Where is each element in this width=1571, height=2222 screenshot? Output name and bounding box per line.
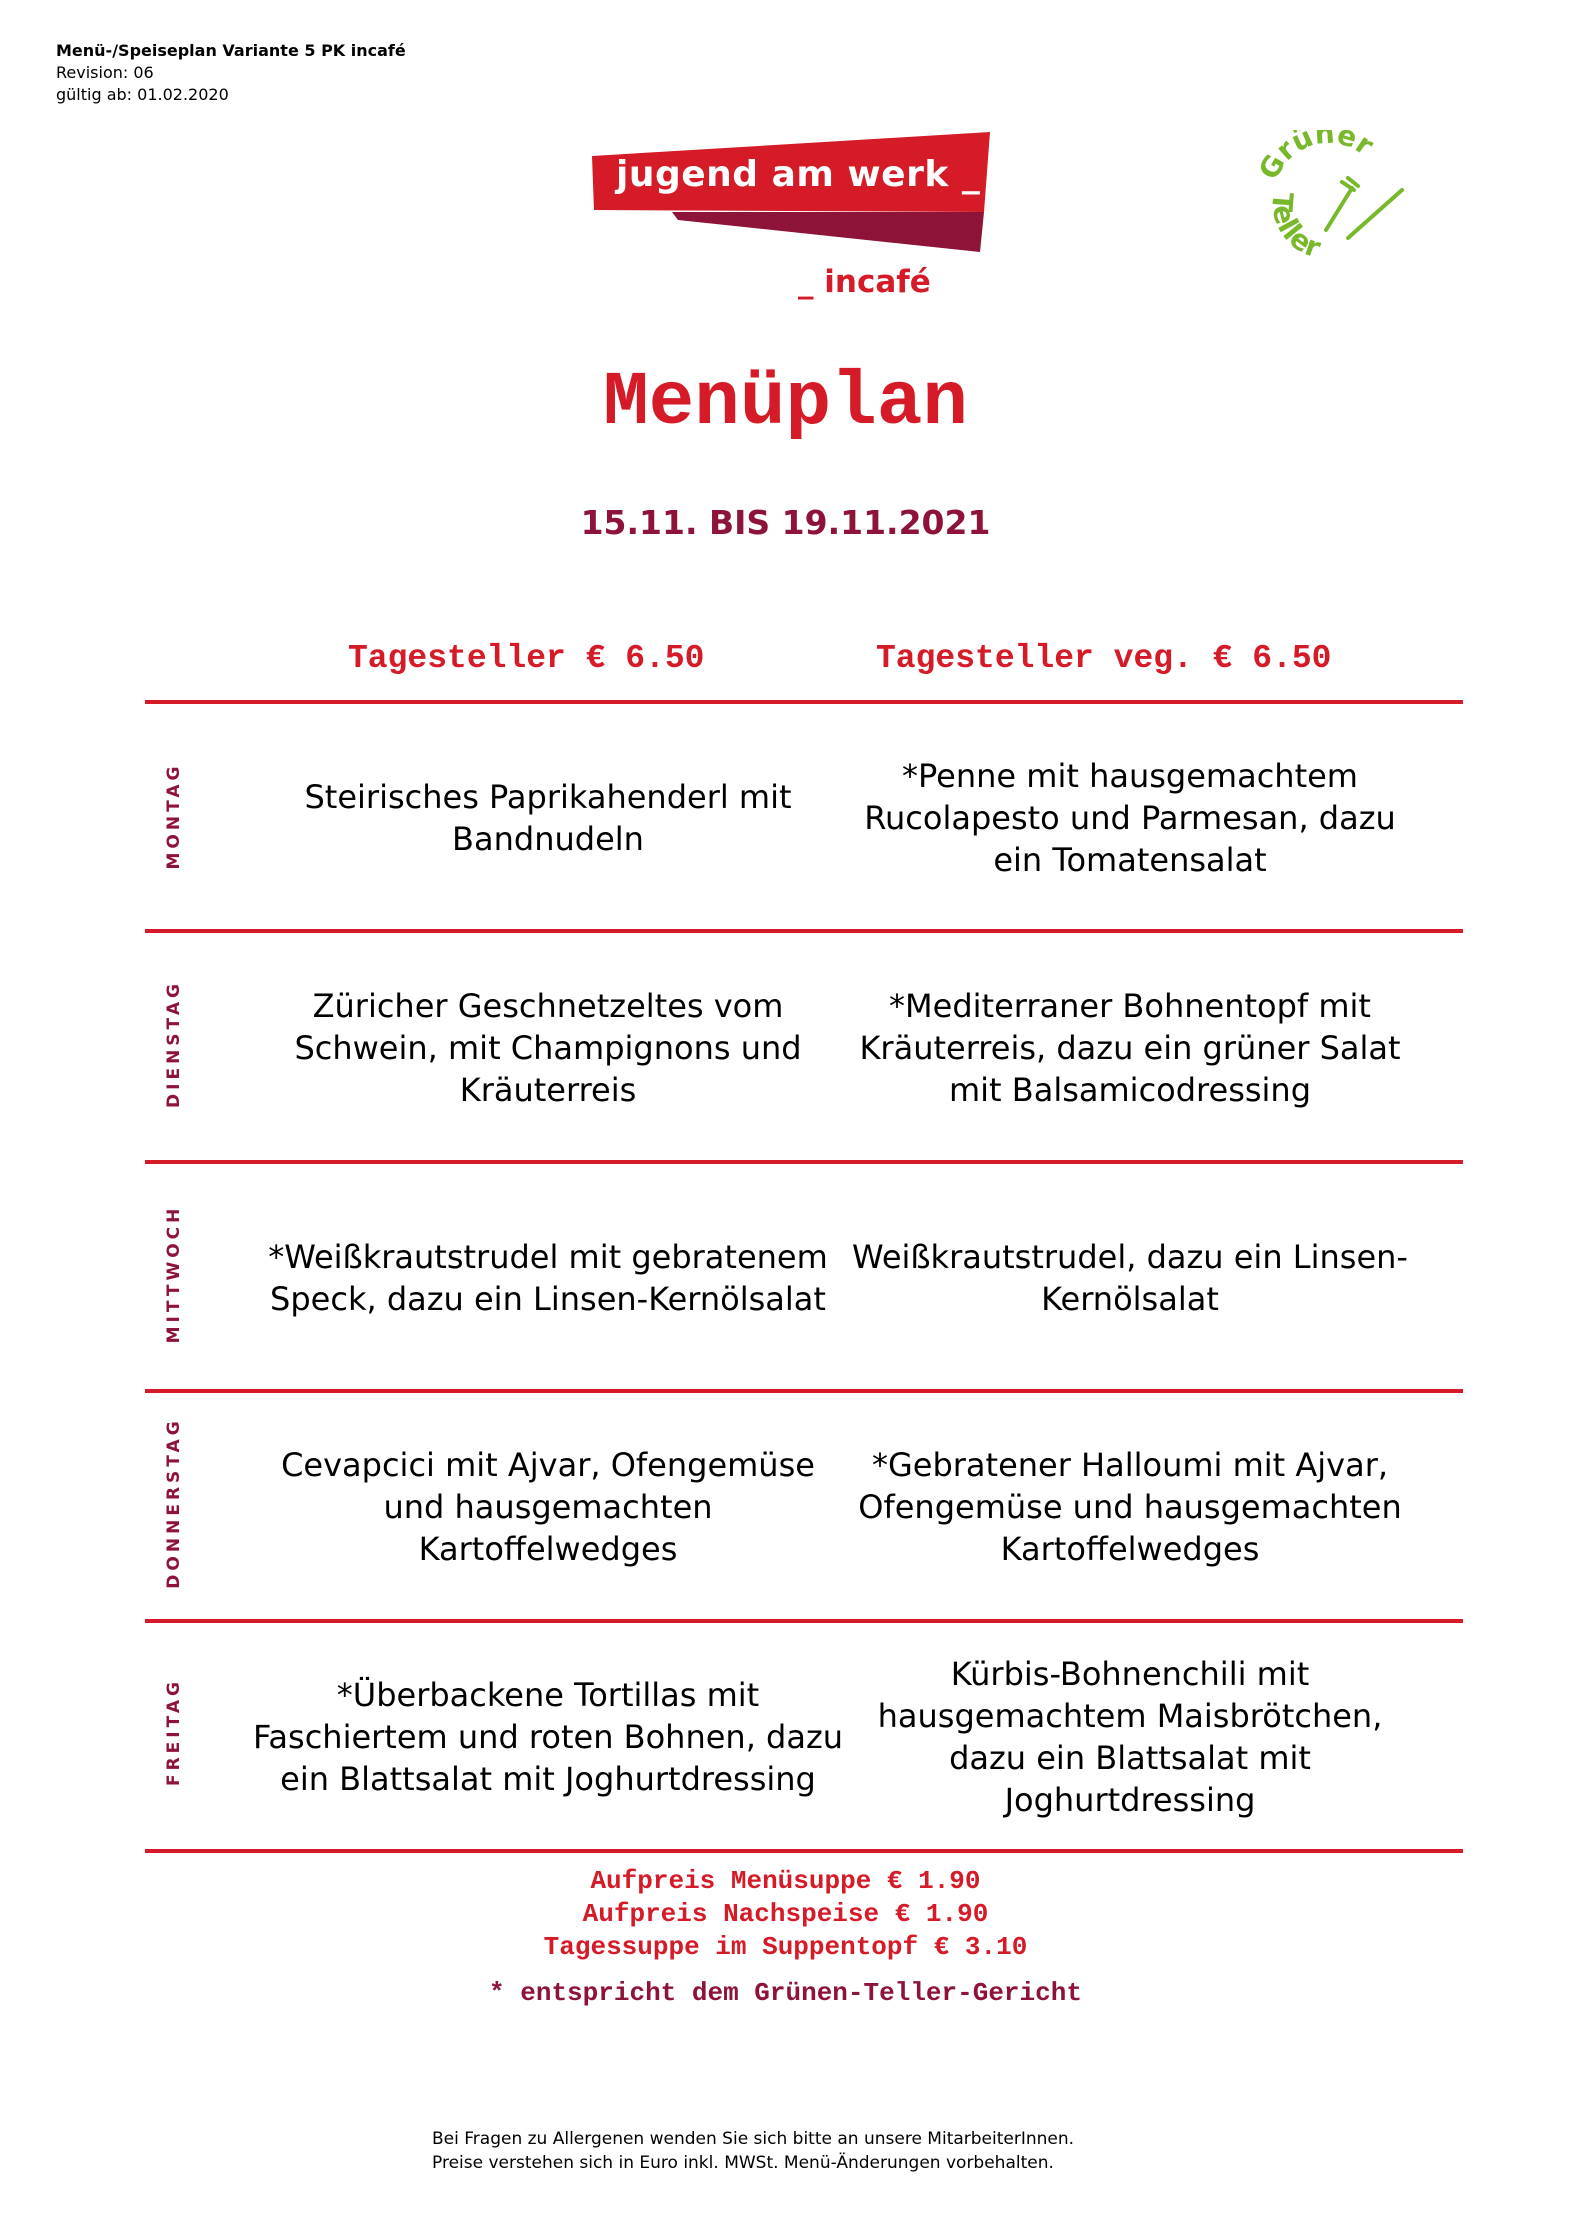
extra-price-dessert: Aufpreis Nachspeise € 1.90 [582, 1899, 989, 1929]
fork-knife-icon [1326, 178, 1402, 238]
jugend-am-werk-logo [586, 130, 1006, 310]
dish-donnerstag-1: Cevapcici mit Ajvar, Ofengemüse und hausgemachten Kartoffelwedges [281, 1446, 815, 1568]
column-header-tagesteller-veg: Tagesteller veg. € 6.50 [876, 640, 1332, 677]
dish-dienstag-1: Züricher Geschnetzeltes vom Schwein, mit Champignons und Kräuterreis [294, 986, 802, 1109]
dish-mittwoch-2: Weißkrautstrudel, dazu ein Linsen-Kernölsalat [852, 1237, 1408, 1318]
extra-price-soup: Aufpreis Menüsuppe € 1.90 [590, 1866, 981, 1896]
dish-mittwoch-1: *Weißkrautstrudel mit gebratenem Speck, dazu ein Linsen-Kernölsalat [268, 1237, 828, 1318]
document-meta [56, 40, 406, 106]
badge-top-text: Grüner [1256, 130, 1380, 185]
dish-freitag-1: *Überbackene Tortillas mit Faschiertem und roten Bohnen, dazu ein Blattsalat mit Joghurtdressing [252, 1676, 844, 1798]
divider-line [145, 1160, 1463, 1164]
gruener-teller-note: * entspricht dem Grünen-Teller-Gericht [489, 1978, 1082, 2008]
extra-price-soup-pot: Tagessuppe im Suppentopf € 3.10 [543, 1932, 1028, 1962]
document-title: Menü-/Speiseplan Variante 5 PK incafé [56, 41, 406, 60]
footer-allergen-note: Bei Fragen zu Allergenen wenden Sie sich bitte an unsere MitarbeiterInnen. [432, 2129, 1075, 2149]
dish-montag-2: *Penne mit hausgemachtem Rucolapesto und Parmesan, dazu ein Tomatensalat [864, 756, 1396, 879]
valid-from: gültig ab: 01.02.2020 [56, 85, 229, 104]
dish-freitag-2: Kürbis-Bohnenchili mit hausgemachtem Maisbrötchen, dazu ein Blattsalat mit Joghurtdressing [877, 1655, 1383, 1819]
footer-price-note: Preise verstehen sich in Euro inkl. MWSt. Menü-Änderungen vorbehalten. [432, 2153, 1054, 2173]
divider-line [145, 1619, 1463, 1623]
page-title: Menüplan [603, 360, 968, 446]
dish-montag-1: Steirisches Paprikahenderl mit Bandnudeln [304, 777, 792, 858]
divider-line [145, 1389, 1463, 1393]
divider-line [145, 700, 1463, 704]
logo-sub-text: _ incafé [798, 264, 931, 300]
dish-donnerstag-2: *Gebratener Halloumi mit Ajvar, Ofengemüse und hausgemachten Kartoffelwedges [858, 1446, 1402, 1568]
divider-line [145, 929, 1463, 933]
revision: Revision: 06 [56, 63, 154, 82]
column-header-tagesteller: Tagesteller € 6.50 [348, 640, 705, 677]
divider-line [145, 1849, 1463, 1853]
date-range: 15.11. BIS 19.11.2021 [580, 503, 991, 542]
gruener-teller-badge [1256, 130, 1416, 270]
svg-text:Grüner [1256, 130, 1380, 185]
logo-brand-text: jugend am werk _ [616, 154, 981, 195]
dish-dienstag-2: *Mediterraner Bohnentopf mit Kräuterreis, dazu ein grüner Salat mit Balsamicodressing [859, 986, 1401, 1109]
svg-text:Teller [1265, 191, 1325, 264]
footer [432, 2127, 1074, 2175]
badge-bottom-text: Teller [1265, 191, 1325, 265]
